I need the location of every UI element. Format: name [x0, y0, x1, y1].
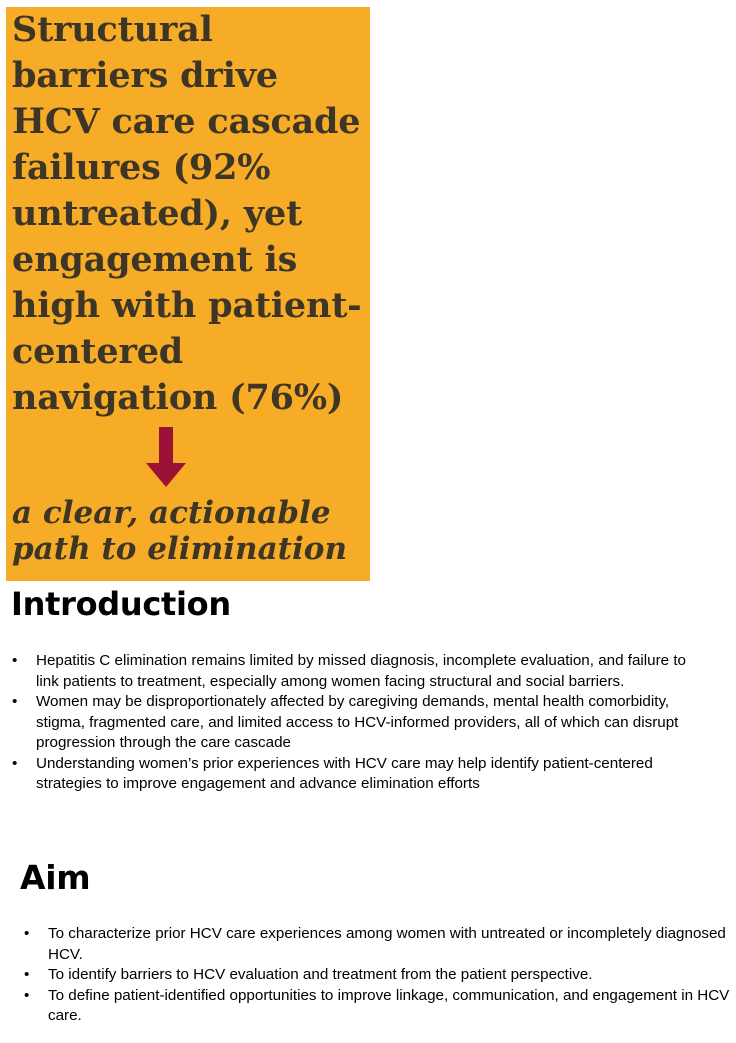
list-item-text: Women may be disproportionately affected by caregiving demands, mental health comorbidity, stigma, fragmented care, and limited access to HCV-informed providers, all of which can disrupt progression through the care cascade — [36, 693, 679, 751]
list-item-text: To identify barriers to HCV evaluation and treatment from the patient perspective. — [48, 966, 593, 983]
list-item-text: Understanding women’s prior experiences with HCV care may help identify patient-centered strategies to improve engagement and advance elimination efforts — [36, 754, 653, 792]
key-finding-tagline: a clear, actionable path to elimination — [12, 495, 347, 567]
bullet-icon: • — [24, 925, 30, 942]
bullet-icon: • — [12, 693, 18, 710]
list-item — [24, 924, 732, 965]
list-item — [12, 651, 712, 692]
introduction-heading: Introduction — [11, 585, 231, 623]
bullet-icon: • — [24, 966, 30, 983]
list-item-text: To characterize prior HCV care experiences among women with untreated or incompletely diagnosed HCV. — [48, 925, 726, 963]
list-item — [12, 754, 712, 795]
down-arrow-icon — [146, 427, 186, 489]
bullet-icon: • — [12, 754, 18, 772]
list-item — [24, 965, 732, 986]
aim-heading: Aim — [20, 858, 91, 897]
key-finding-box — [6, 7, 370, 581]
introduction-list — [12, 651, 712, 795]
list-item — [12, 692, 712, 754]
list-item — [24, 986, 732, 1027]
bullet-icon: • — [12, 652, 18, 669]
aim-list — [24, 924, 732, 1027]
key-finding-headline: Structural barriers drive HCV care cascade failures (92% untreated), yet engagement is high with patient-centered navigation (76%) — [12, 9, 362, 418]
bullet-icon: • — [24, 986, 30, 1004]
list-item-text: Hepatitis C elimination remains limited by missed diagnosis, incomplete evaluation, and failure to link patients to treatment, especially among women facing structural and social barriers. — [36, 652, 687, 690]
list-item-text: To define patient-identified opportunities to improve linkage, communication, and engagement in HCV care. — [48, 986, 730, 1024]
